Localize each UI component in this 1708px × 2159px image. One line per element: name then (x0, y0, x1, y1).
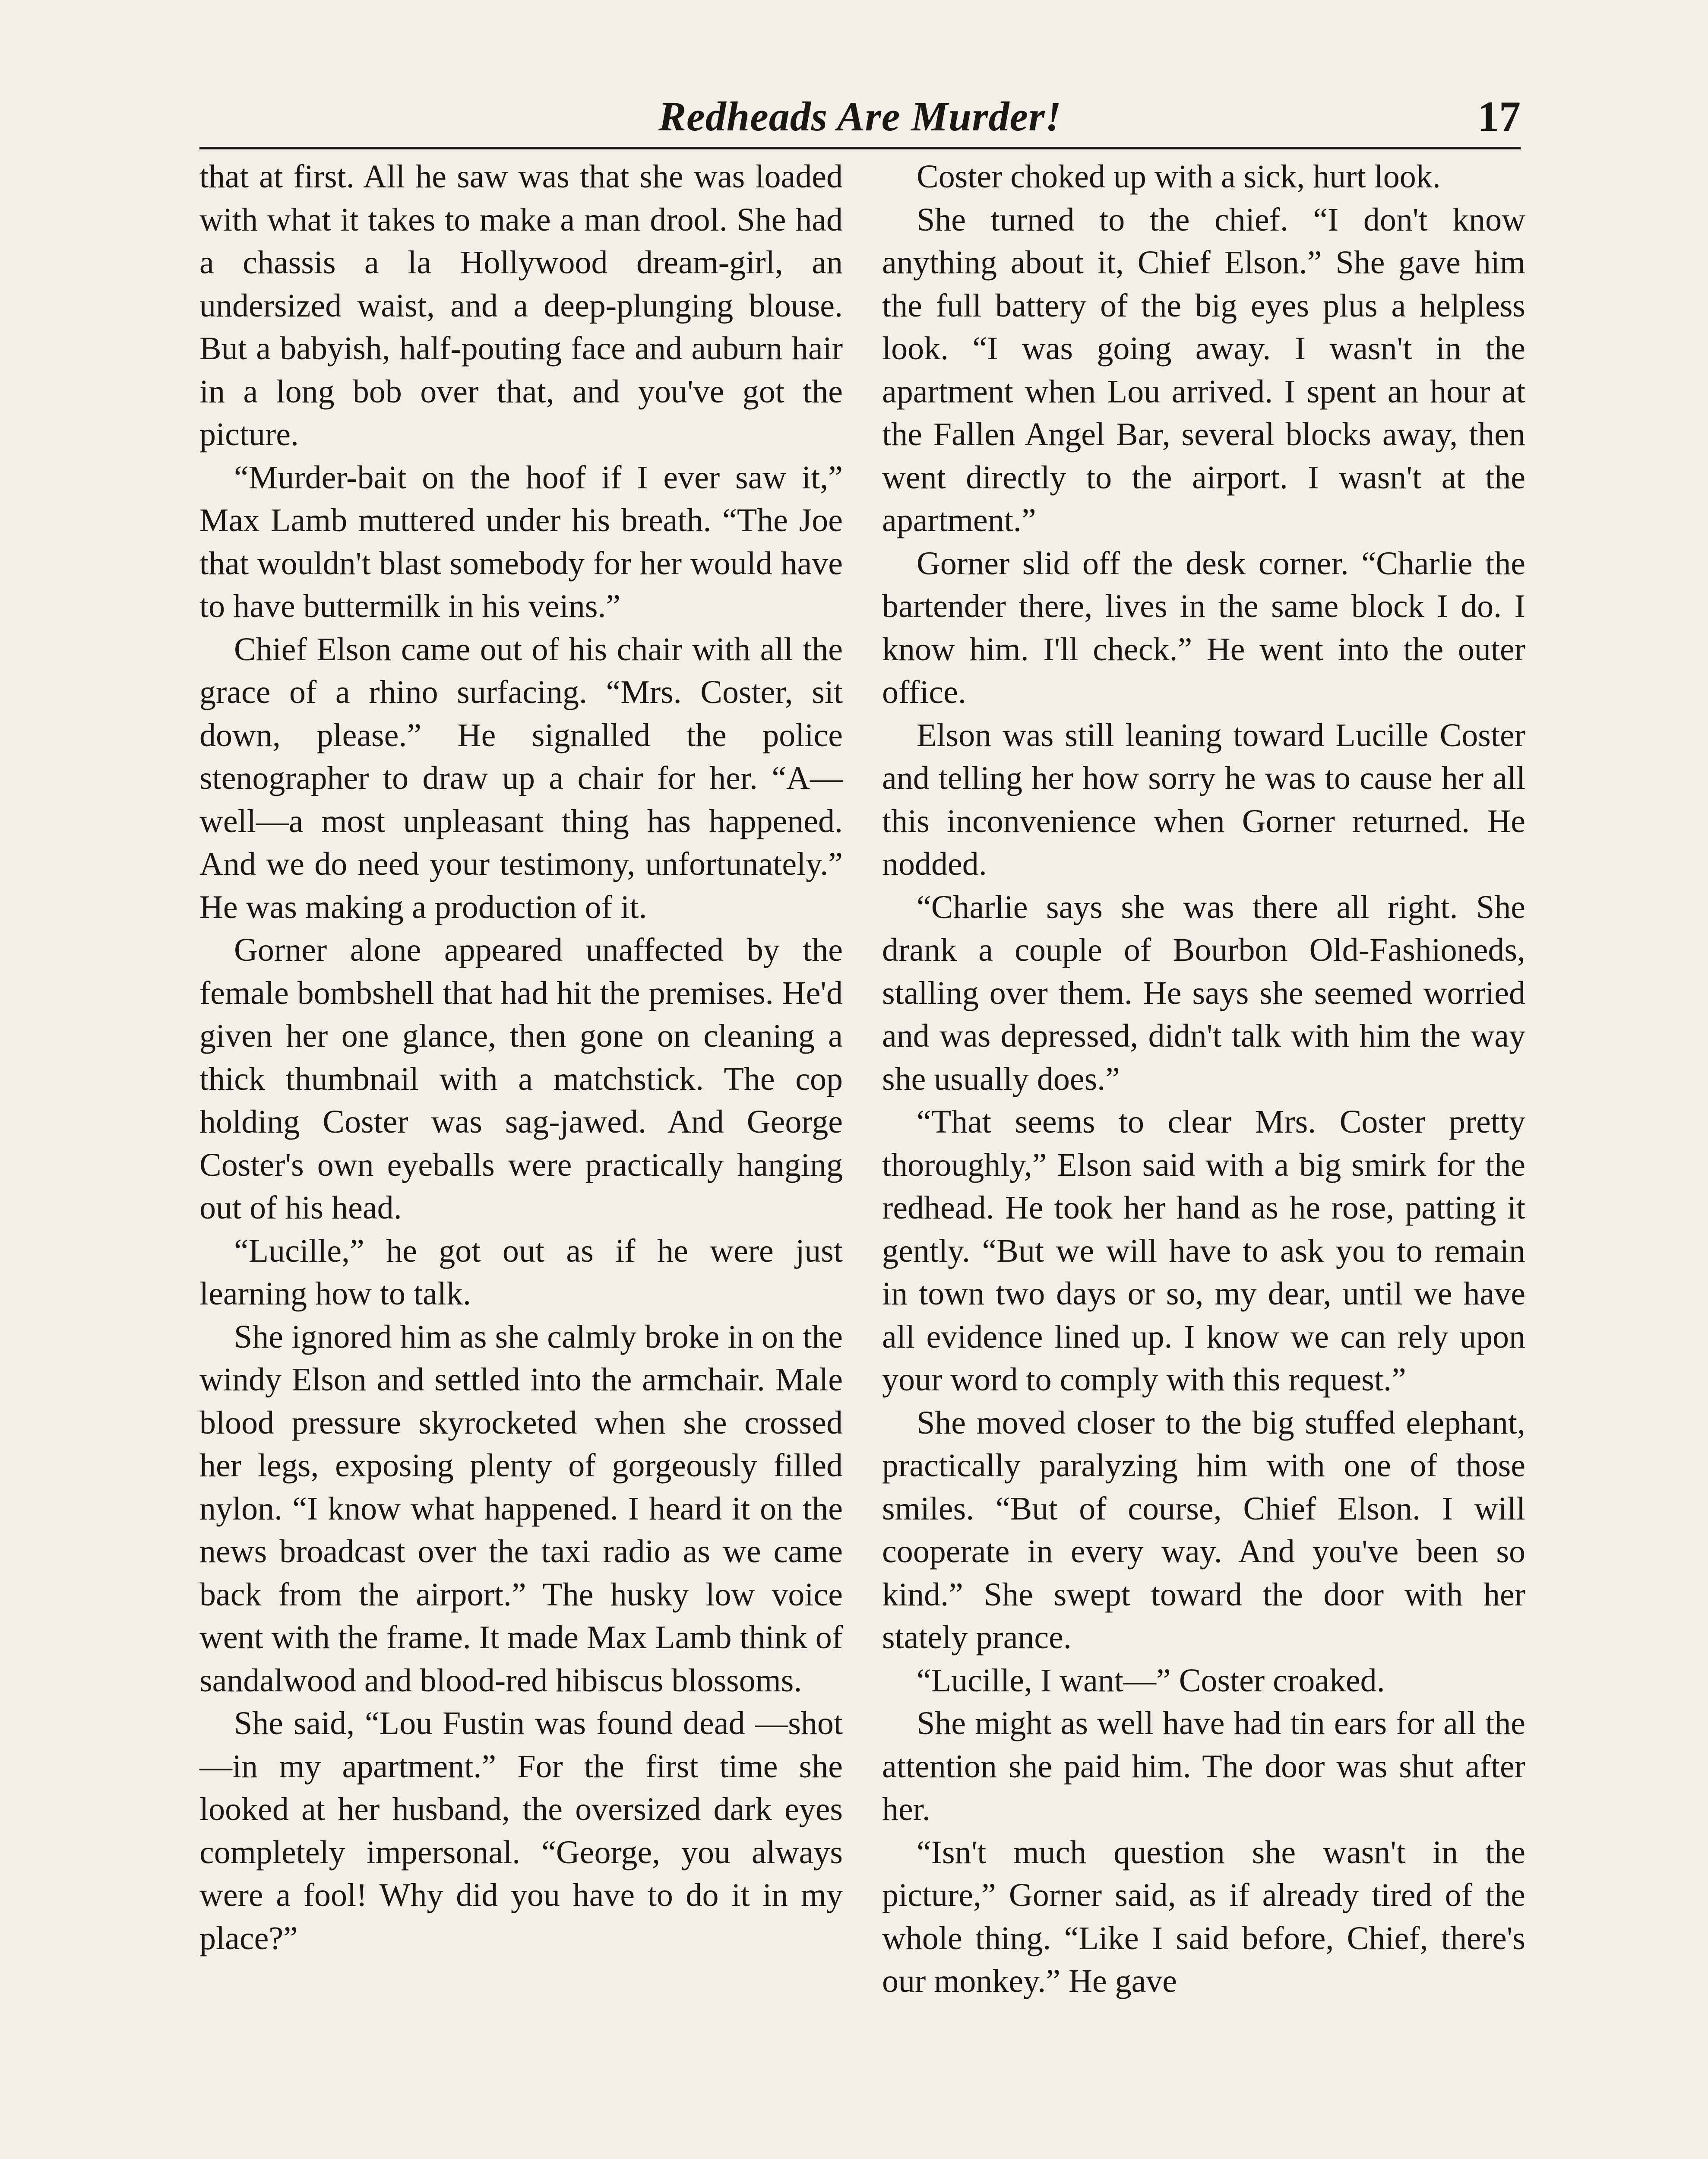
paragraph: “Charlie says she was there all right. She drank a couple of Bourbon Old-Fashioneds, stalling over them. He says she seemed worried and was depressed, didn't talk with him the way she usually does.” (882, 889, 1525, 1097)
paragraph: Elson was still leaning toward Lucille Coster and telling her how sorry he was to cause her all this inconvenience when Gorner returned. He nodded. (882, 717, 1525, 882)
paragraph: She said, “Lou Fustin was found dead —shot—in my apartment.” For the first time she looked at her husband, the oversized dark eyes completely impersonal. “George, you always were a fool! Why did you have to do it in my place?” (199, 1705, 843, 1956)
left-column (199, 155, 843, 1960)
paragraph: Coster choked up with a sick, hurt look. (917, 158, 1441, 195)
paragraph: “That seems to clear Mrs. Coster pretty thoroughly,” Elson said with a big smirk for the redhead. He took her hand as he rose, patting it gently. “But we will have to ask you to remain in town two days or so, my dear, until we have all evidence lined up. I know we can rely upon your word to comply with this request.” (882, 1104, 1525, 1398)
paragraph: Gorner slid off the desk corner. “Charlie the bartender there, lives in the same block I do. I know him. I'll check.” He went into the outer office. (882, 545, 1525, 710)
paragraph: that at first. All he saw was that she was loaded with what it takes to make a man drool. She had a chassis a la Hollywood dream-girl, an undersized waist, and a deep-plunging blouse. But a babyish, half-pouting face and auburn hair in a long bob over that, and you've got the picture. (199, 158, 843, 453)
paragraph: “Lucille, I want—” Coster croaked. (917, 1662, 1385, 1699)
running-head (199, 89, 1521, 149)
paragraph: She ignored him as she calmly broke in on the windy Elson and settled into the armchair. Male blood pressure skyrocketed when she crossed her legs, exposing plenty of gorgeously filled nylon. “I know what happened. I heard it on the news broadcast over the taxi radio as we came back from the airport.” The husky low voice went with the frame. It made Max Lamb think of sandalwood and blood-red hibiscus blossoms. (199, 1318, 843, 1699)
running-title: Redheads Are Murder! (658, 93, 1062, 139)
paragraph: She might as well have had tin ears for all the attention she paid him. The door was shut after her. (882, 1705, 1525, 1827)
paragraph: Gorner alone appeared unaffected by the female bombshell that had hit the premises. He'd given her one glance, then gone on cleaning a thick thumbnail with a matchstick. The cop holding Coster was sag-jawed. And George Coster's own eyeballs were practically hanging out of his head. (199, 932, 843, 1226)
page-number: 17 (1477, 92, 1521, 140)
right-column (882, 155, 1525, 2003)
paragraph: “Lucille,” he got out as if he were just learning how to talk. (199, 1232, 843, 1312)
paragraph: “Murder-bait on the hoof if I ever saw it,” Max Lamb muttered under his breath. “The Joe that wouldn't blast somebody for her would have to have buttermilk in his veins.” (199, 459, 843, 624)
paragraph: “Isn't much question she wasn't in the picture,” Gorner said, as if already tired of the whole thing. “Like I said before, Chief, there's our monkey.” He gave (882, 1834, 1525, 1999)
paragraph: She turned to the chief. “I don't know anything about it, Chief Elson.” She gave him the full battery of the big eyes plus a helpless look. “I was going away. I wasn't in the apartment when Lou arrived. I spent an hour at the Fallen Angel Bar, several blocks away, then went directly to the airport. I wasn't at the apartment.” (882, 201, 1525, 538)
paragraph: She moved closer to the big stuffed elephant, practically paralyzing him with one of those smiles. “But of course, Chief Elson. I will cooperate in every way. And you've been so kind.” She swept toward the door with her stately prance. (882, 1404, 1525, 1656)
paragraph: Chief Elson came out of his chair with all the grace of a rhino surfacing. “Mrs. Coster, sit down, please.” He signalled the police stenographer to draw up a chair for her. “A—well—a most unpleasant thing has happened. And we do need your testimony, unfortunately.” He was making a production of it. (199, 631, 843, 925)
